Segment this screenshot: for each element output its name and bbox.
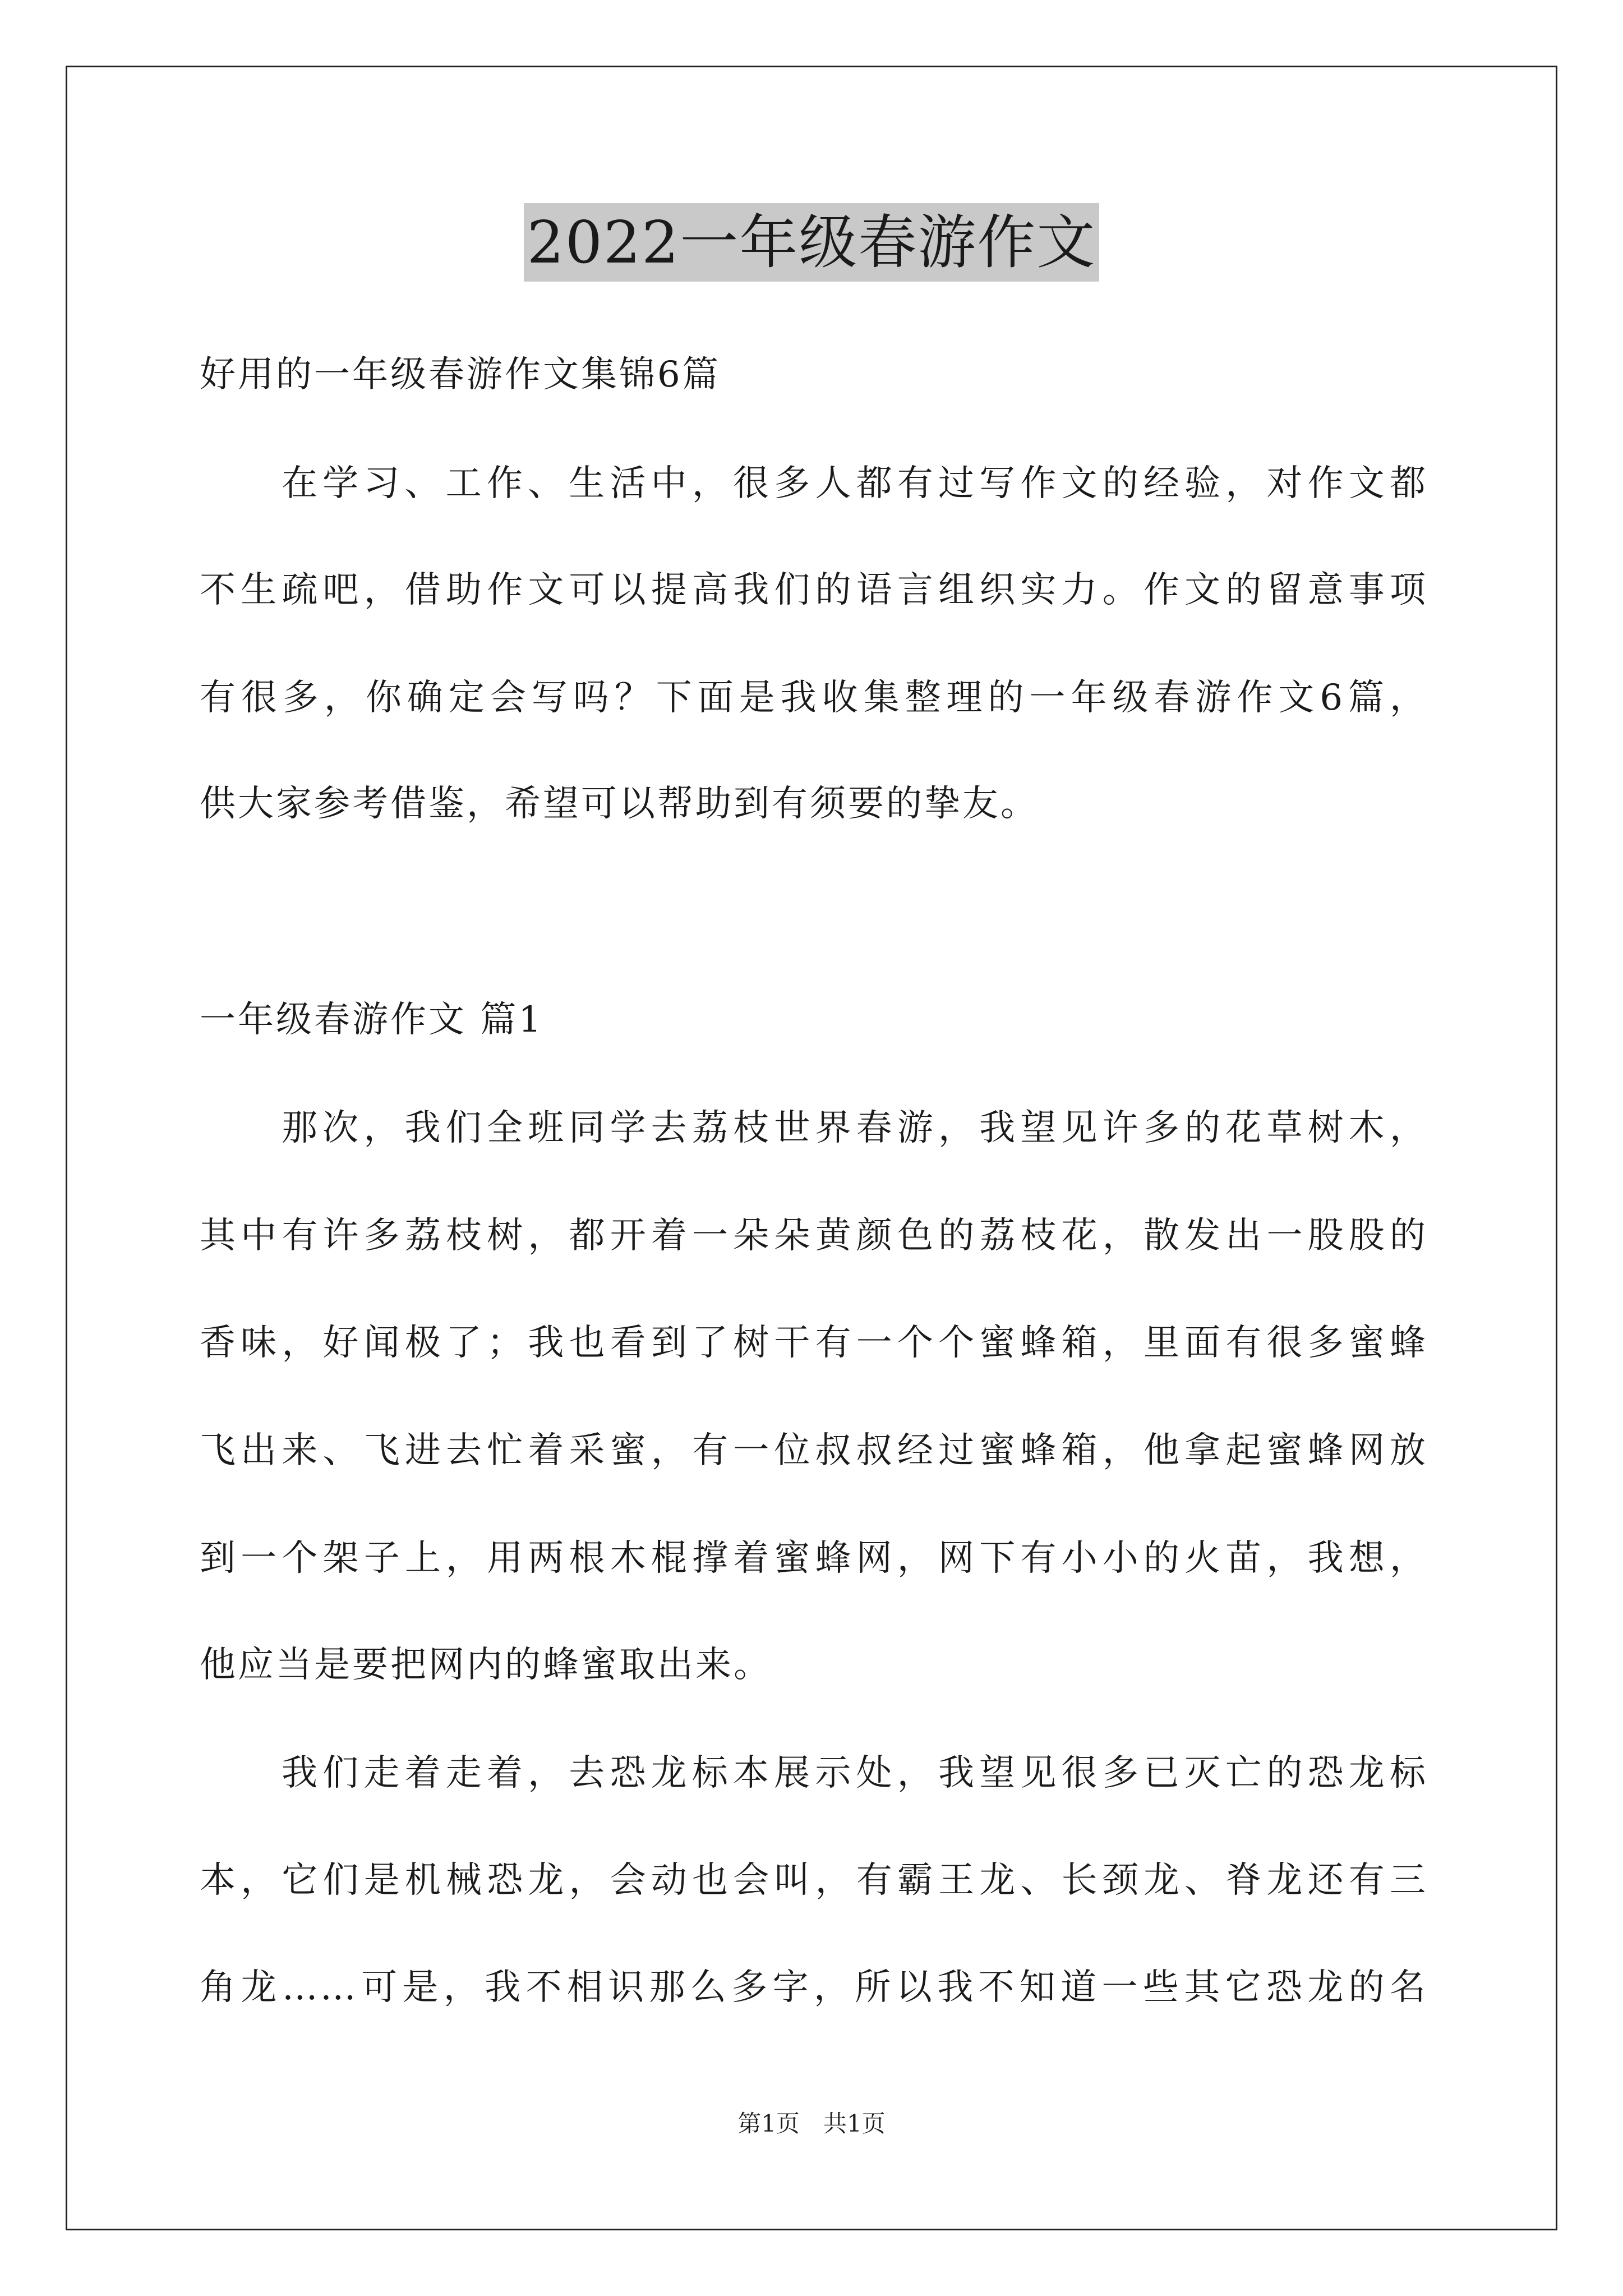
- para1-line-2: 其中有许多荔枝树，都开着一朵朵黄颜色的荔枝花，散发出一股股的: [200, 1215, 1428, 1257]
- intro-line-2: 不生疏吧，借助作文可以提高我们的语言组织实力。作文的留意事项: [200, 569, 1428, 611]
- para1-line-6: 他应当是要把网内的蜂蜜取出来。: [200, 1644, 772, 1686]
- page-indicator: 第1页 共1页: [737, 2110, 886, 2137]
- title-container: [0, 203, 1623, 282]
- document-title: 2022一年级春游作文: [524, 203, 1100, 282]
- document-subtitle: 好用的一年级春游作文集锦6篇: [200, 354, 721, 395]
- section-heading: 一年级春游作文 篇1: [200, 999, 544, 1041]
- para2-line-1: 我们走着走着，去恐龙标本展示处，我望见很多已灭亡的恐龙标: [282, 1752, 1428, 1794]
- para2-line-2: 本，它们是机械恐龙，会动也会叫，有霸王龙、长颈龙、脊龙还有三: [200, 1860, 1428, 1901]
- intro-line-1: 在学习、工作、生活中，很多人都有过写作文的经验，对作文都: [282, 463, 1428, 504]
- para1-line-5: 到一个架子上，用两根木棍撑着蜜蜂网，网下有小小的火苗，我想，: [200, 1538, 1428, 1579]
- para1-line-1: 那次，我们全班同学去荔枝世界春游，我望见许多的花草树木，: [282, 1107, 1428, 1149]
- para1-line-4: 飞出来、飞进去忙着采蜜，有一位叔叔经过蜜蜂箱，他拿起蜜蜂网放: [200, 1430, 1428, 1471]
- para1-line-3: 香味，好闻极了；我也看到了树干有一个个蜜蜂箱，里面有很多蜜蜂: [200, 1322, 1428, 1364]
- para2-line-3: 角龙……可是，我不相识那么多字，所以我不知道一些其它恐龙的名: [200, 1967, 1428, 2008]
- page-footer: [0, 2108, 1623, 2139]
- intro-line-4: 供大家参考借鉴，希望可以帮助到有须要的挚友。: [200, 783, 1039, 825]
- intro-line-3: 有很多，你确定会写吗？下面是我收集整理的一年级春游作文6篇，: [200, 677, 1428, 719]
